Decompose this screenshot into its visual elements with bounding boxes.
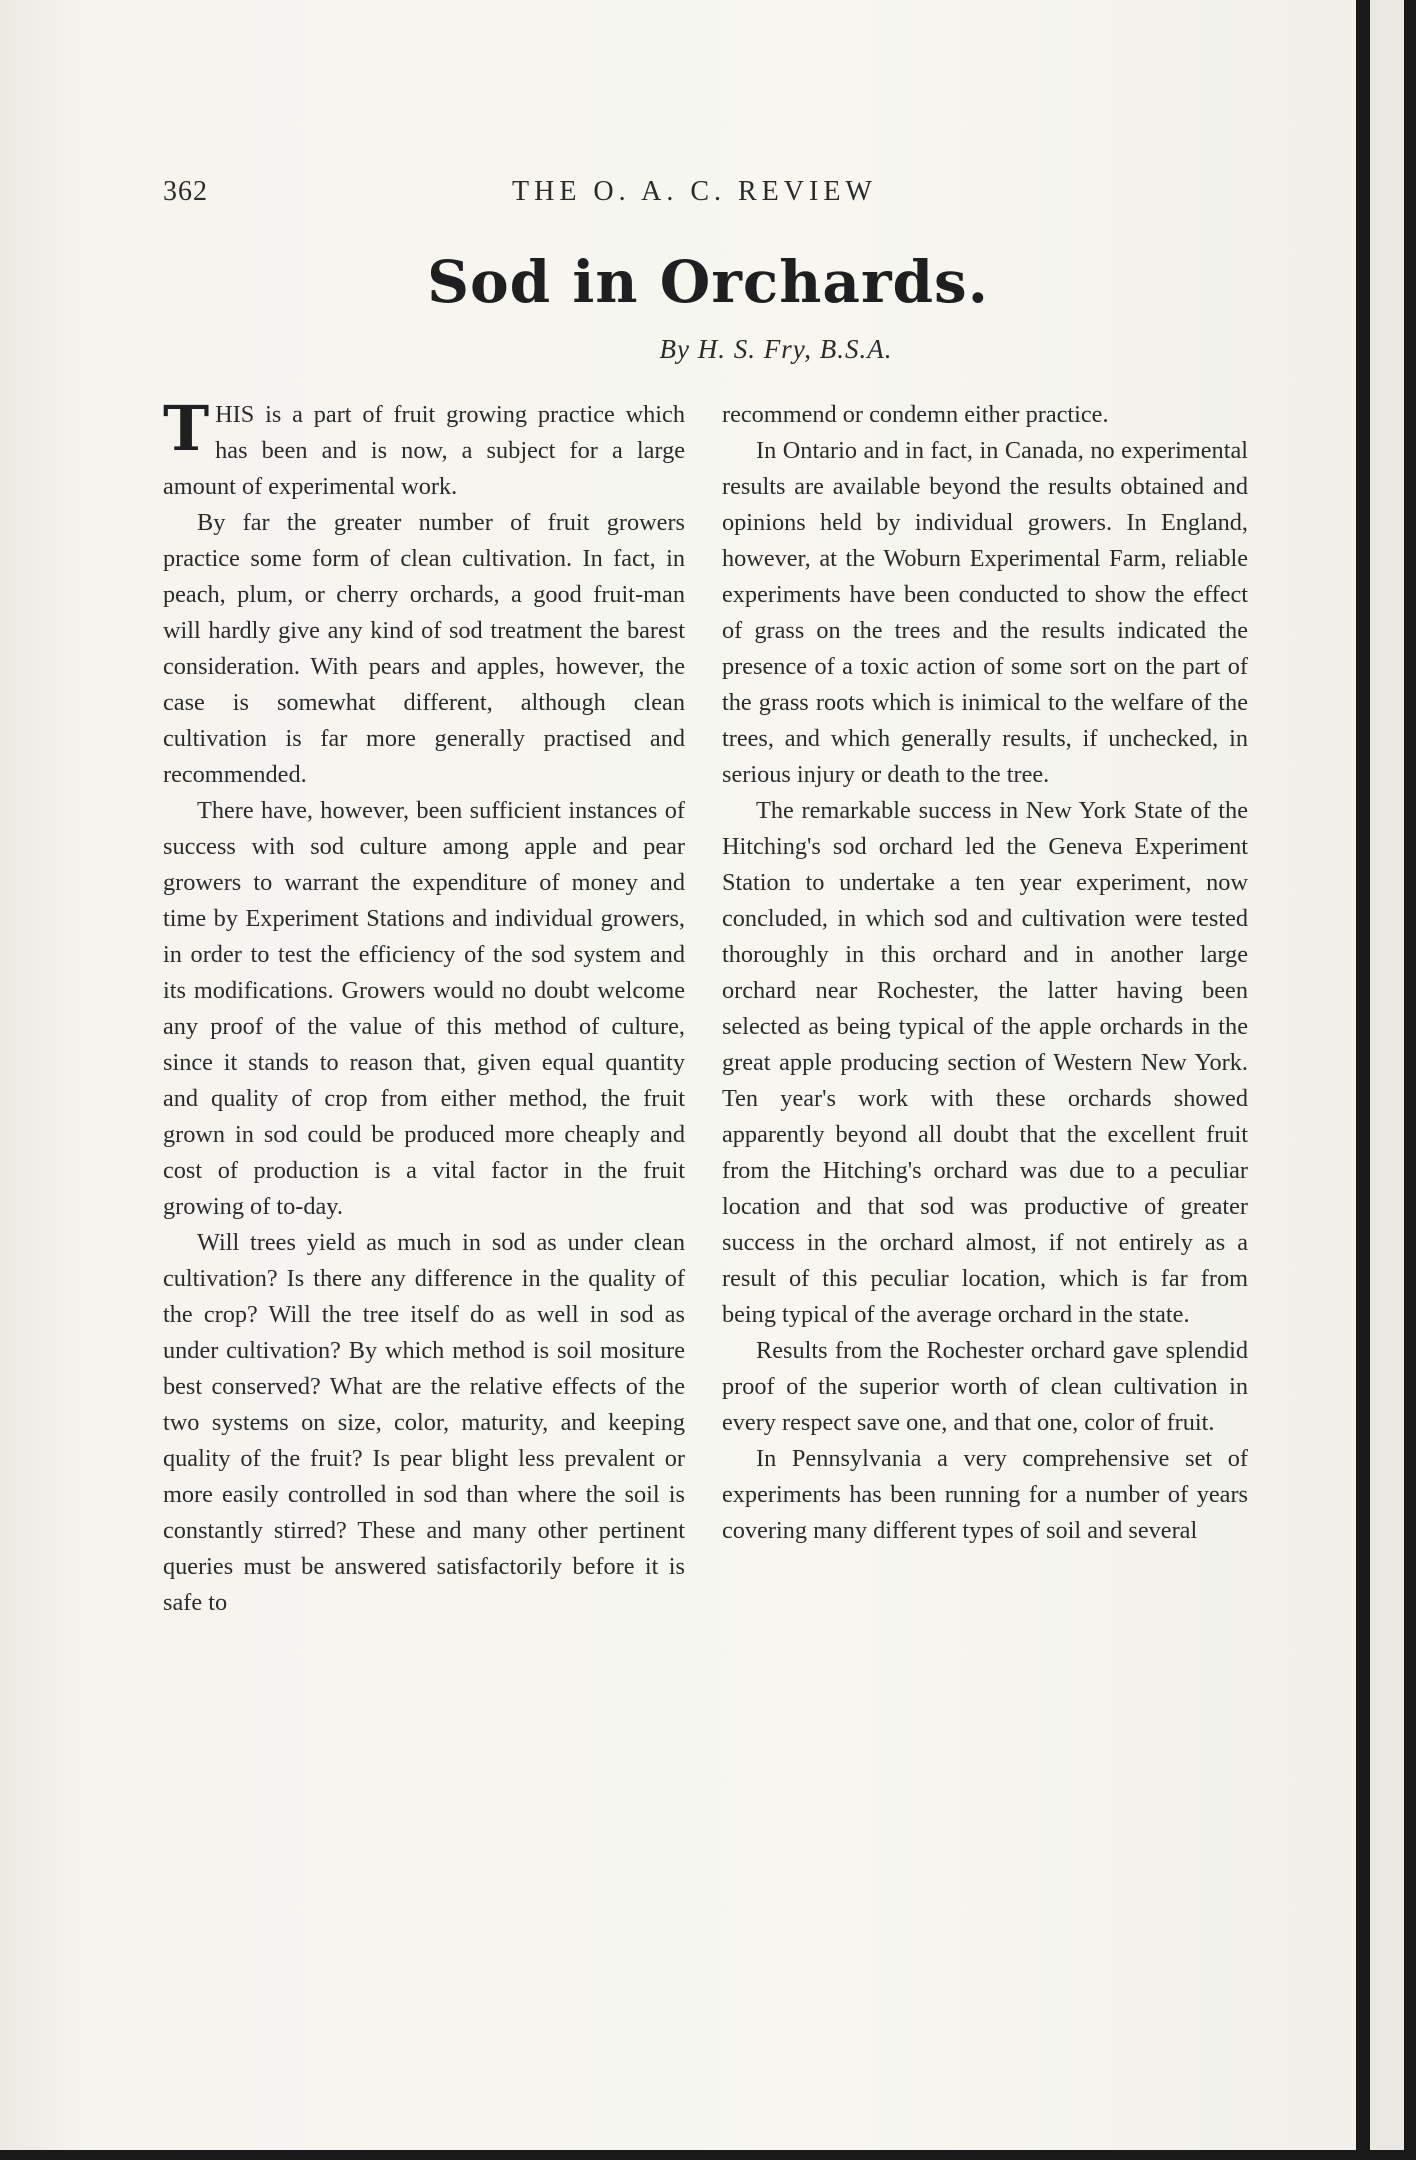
adjacent-page-edge — [1370, 0, 1404, 2160]
binding-shadow — [1356, 0, 1370, 2160]
paragraph: By far the greater number of fruit growers practice some form of clean cultivation. In fact, in peach, plum, or cherry orchards, a good fruit-man will hardly give any kind of sod treatment the barest consideration. With pears and apples, however, the case is somewhat different, although clean cultivation is far more generally practised and recommended. — [163, 509, 685, 788]
paragraph: In Ontario and in fact, in Canada, no experimental results are available beyond the results obtained and opinions held by individual growers. In England, however, at the Woburn Experimental Farm, reliable experiments have been conducted to show the effect of grass on the trees and the results indicated the presence of a toxic action of some sort on the part of the grass roots which is inimical to the welfare of the trees, and which generally results, if unchecked, in serious injury or death to the tree. — [722, 437, 1248, 788]
paragraph: In Pennsylvania a very comprehensive set of experiments has been running for a number of years covering many different types of soil and several — [722, 1445, 1248, 1544]
article-title: Sod in Orchards. — [427, 248, 989, 316]
scan-bottom-border — [0, 2150, 1416, 2160]
paragraph — [163, 392, 685, 505]
paragraph: There have, however, been sufficient instances of success with sod culture among apple and pear growers to warrant the expenditure of money and time by Experiment Stations and individual growers, in order to test the efficiency of the sod system and its modifications. Growers would no doubt welcome any proof of the value of this method of culture, since it stands to reason that, given equal quantity and quality of crop from either method, the fruit grown in sod could be produced more cheaply and cost of production is a vital factor in the fruit growing of to-day. — [163, 797, 685, 1220]
page-number: 362 — [163, 176, 208, 207]
left-column — [163, 392, 685, 1621]
paragraph: The remarkable success in New York State of the Hitching's sod orchard led the Geneva Experiment Station to undertake a ten year experiment, now concluded, in which sod and cultivation were tested thoroughly in this orchard and in another large orchard near Rochester, the latter having been selected as being typical of the apple orchards in the great apple producing section of Western New York. Ten year's work with these orchards showed apparently beyond all doubt that the excellent fruit from the Hitching's orchard was due to a peculiar location and that sod was productive of greater success in the orchard almost, if not entirely as a result of this peculiar location, which is far from being typical of the average orchard in the state. — [722, 797, 1248, 1328]
paragraph: Will trees yield as much in sod as under clean cultivation? Is there any difference in the quality of the crop? Will the tree itself do as well in sod as under cultivation? By which method is soil mositure best conserved? What are the relative effects of the two systems on size, color, maturity, and keeping quality of the fruit? Is pear blight less prevalent or more easily controlled in sod than where the soil is constantly stirred? These and many other pertinent queries must be answered satisfactorily before it is safe to — [163, 1229, 685, 1616]
running-head: THE O. A. C. REVIEW — [512, 176, 877, 207]
paragraph: Results from the Rochester orchard gave splendid proof of the superior worth of clean cultivation in every respect save one, and that one, color of fruit. — [722, 1337, 1248, 1436]
paragraph-continued: recommend or condemn either practice. — [722, 401, 1109, 428]
right-column — [722, 397, 1248, 1549]
paragraph-text: HIS is a part of fruit growing practice which has been and is now, a subject for a large amount of experimental work. — [163, 401, 685, 500]
drop-cap: T — [163, 392, 210, 465]
scan-edge-border — [1404, 0, 1416, 2160]
article-byline: By H. S. Fry, B.S.A. — [659, 334, 893, 364]
